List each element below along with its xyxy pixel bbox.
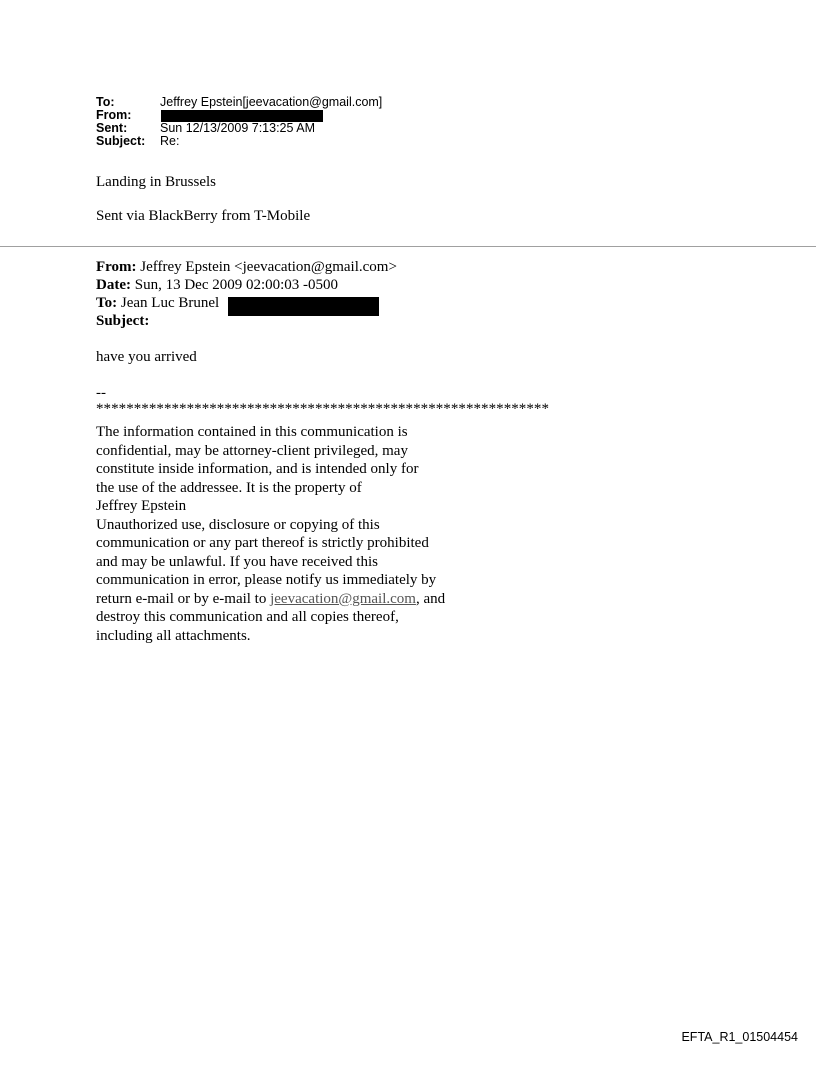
- header-subject-label: Subject:: [96, 134, 146, 148]
- disclaimer-line: communication or any part thereof is strictly prohibited: [96, 535, 429, 551]
- disclaimer-text: return e-mail or by e-mail to: [96, 590, 271, 607]
- quoted-date-value: Sun, 13 Dec 2009 02:00:03 -0500: [134, 277, 339, 293]
- disclaimer-line: Jeffrey Epstein: [96, 498, 187, 514]
- quoted-date-label: Date:: [96, 277, 131, 293]
- quoted-from-value: Jeffrey Epstein <jeevacation@gmail.com>: [140, 259, 397, 275]
- quoted-to-row: [96, 294, 397, 312]
- quoted-header: [96, 258, 397, 330]
- asterisk-divider: ************************************************************: [96, 401, 549, 417]
- disclaimer-line: constitute inside information, and is intended only for: [96, 461, 419, 477]
- message-divider: [0, 246, 816, 247]
- email-header: [96, 96, 382, 148]
- signature-separator: --: [96, 385, 106, 401]
- disclaimer-line: The information contained in this communication is: [96, 424, 408, 440]
- quoted-subject-label: Subject:: [96, 313, 150, 329]
- header-subject-row: [96, 135, 382, 148]
- disclaimer-line: confidential, may be attorney-client privileged, may: [96, 442, 408, 459]
- header-to-row: [96, 96, 382, 109]
- quoted-subject-row: [96, 312, 397, 330]
- confidentiality-disclaimer: [96, 423, 445, 645]
- header-to-value: Jeffrey Epstein[jeevacation@gmail.com]: [160, 95, 383, 109]
- header-sent-label: Sent:: [96, 121, 128, 135]
- header-from-label: From:: [96, 108, 132, 122]
- quoted-from-label: From:: [96, 259, 137, 275]
- disclaimer-line-with-link: [96, 590, 445, 609]
- disclaimer-line: Unauthorized use, disclosure or copying of this: [96, 516, 380, 533]
- header-sent-value: Sun 12/13/2009 7:13:25 AM: [160, 121, 315, 135]
- document-id: EFTA_R1_01504454: [681, 1030, 798, 1044]
- disclaimer-line: destroy this communication and all copies thereof,: [96, 609, 399, 625]
- disclaimer-line: and may be unlawful. If you have received this: [96, 553, 378, 570]
- disclaimer-text: , and: [415, 590, 446, 607]
- disclaimer-line: including all attachments.: [96, 627, 251, 644]
- quoted-to-value: Jean Luc Brunel: [120, 295, 220, 311]
- reply-text: Landing in Brussels: [96, 174, 216, 190]
- quoted-to-label: To:: [96, 295, 118, 311]
- quoted-from-row: [96, 258, 397, 276]
- quoted-body: have you arrived: [96, 349, 197, 365]
- header-subject-value: Re:: [160, 134, 180, 148]
- email-link[interactable]: jeevacation@gmail.com: [270, 590, 416, 607]
- disclaimer-line: the use of the addressee. It is the property of: [96, 479, 362, 496]
- reply-signature: Sent via BlackBerry from T-Mobile: [96, 208, 311, 224]
- quoted-date-row: [96, 276, 397, 294]
- disclaimer-line: communication in error, please notify us immediately by: [96, 572, 437, 588]
- header-to-label: To:: [96, 95, 115, 109]
